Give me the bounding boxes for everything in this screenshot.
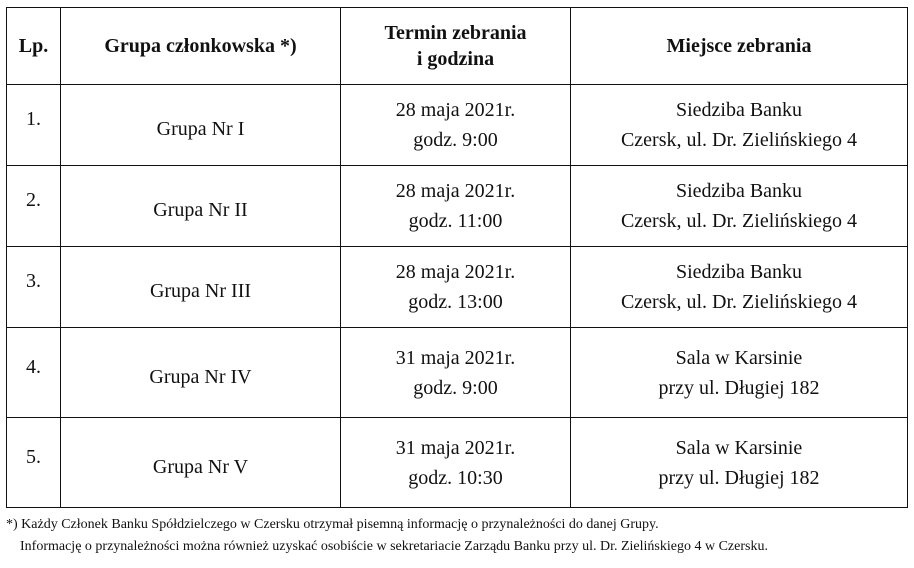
place-line2: Czersk, ul. Dr. Zielińskiego 4 <box>620 210 858 232</box>
place-line1: Sala w Karsinie <box>675 346 803 369</box>
row-term <box>341 85 571 166</box>
row-place <box>571 418 908 508</box>
table-row <box>7 247 908 328</box>
group-text: Grupa Nr I <box>156 118 245 140</box>
place-line1: Siedziba Banku <box>675 261 803 283</box>
place-line2: przy ul. Długiej 182 <box>658 376 820 399</box>
date-text: 31 maja 2021r. <box>395 436 516 459</box>
table-header-row <box>7 8 908 85</box>
row-lp <box>7 418 61 508</box>
lp-text: 4. <box>26 355 41 378</box>
group-text: Grupa Nr III <box>149 280 252 302</box>
header-place: Miejsce zebrania <box>571 8 908 85</box>
header-term <box>341 8 571 85</box>
lp-text: 2. <box>26 189 41 211</box>
row-place <box>571 85 908 166</box>
row-place <box>571 247 908 328</box>
header-group: Grupa członkowska *) <box>61 8 341 85</box>
row-group <box>61 85 341 166</box>
place-line2: Czersk, ul. Dr. Zielińskiego 4 <box>620 129 858 151</box>
footnote-line2: Informację o przynależności można również uzyskać osobiście w sekretariacie Zarządu Banku przy ul. Dr. Zielińskiego 4 w Czersku. <box>20 539 768 554</box>
group-text: Grupa Nr IV <box>149 365 252 388</box>
header-term-line2: i godzina <box>416 48 495 70</box>
group-text: Grupa Nr V <box>152 455 249 478</box>
row-term <box>341 166 571 247</box>
lp-text: 1. <box>26 108 41 130</box>
table-row <box>7 328 908 418</box>
row-group <box>61 247 341 328</box>
row-group <box>61 418 341 508</box>
place-line1: Siedziba Banku <box>675 99 803 121</box>
row-lp <box>7 85 61 166</box>
row-lp <box>7 328 61 418</box>
row-place <box>571 166 908 247</box>
header-term-line1: Termin zebrania <box>384 22 527 44</box>
lp-text: 3. <box>26 270 41 292</box>
row-place <box>571 328 908 418</box>
row-term <box>341 247 571 328</box>
table-row <box>7 85 908 166</box>
row-group <box>61 166 341 247</box>
time-text: godz. 10:30 <box>408 466 503 489</box>
row-group <box>61 328 341 418</box>
date-text: 31 maja 2021r. <box>395 346 516 369</box>
row-term <box>341 328 571 418</box>
time-text: godz. 9:00 <box>413 129 498 151</box>
footnote-line1: *) Każdy Członek Banku Spółdzielczego w Czersku otrzymał pisemną informację o przynależności do danej Grupy. <box>6 517 659 532</box>
date-text: 28 maja 2021r. <box>395 180 516 202</box>
place-line2: Czersk, ul. Dr. Zielińskiego 4 <box>620 291 858 313</box>
meeting-schedule-table <box>6 7 908 508</box>
group-text: Grupa Nr II <box>153 199 248 221</box>
time-text: godz. 13:00 <box>408 291 503 313</box>
row-term <box>341 418 571 508</box>
header-lp: Lp. <box>7 8 61 85</box>
place-line2: przy ul. Długiej 182 <box>658 466 820 489</box>
place-line1: Sala w Karsinie <box>675 436 803 459</box>
lp-text: 5. <box>26 445 41 468</box>
place-line1: Siedziba Banku <box>675 180 803 202</box>
date-text: 28 maja 2021r. <box>395 99 516 121</box>
date-text: 28 maja 2021r. <box>395 261 516 283</box>
row-lp <box>7 247 61 328</box>
table-row <box>7 418 908 508</box>
row-lp <box>7 166 61 247</box>
time-text: godz. 9:00 <box>413 376 498 399</box>
table-row <box>7 166 908 247</box>
time-text: godz. 11:00 <box>408 210 503 232</box>
footnote <box>6 514 768 558</box>
